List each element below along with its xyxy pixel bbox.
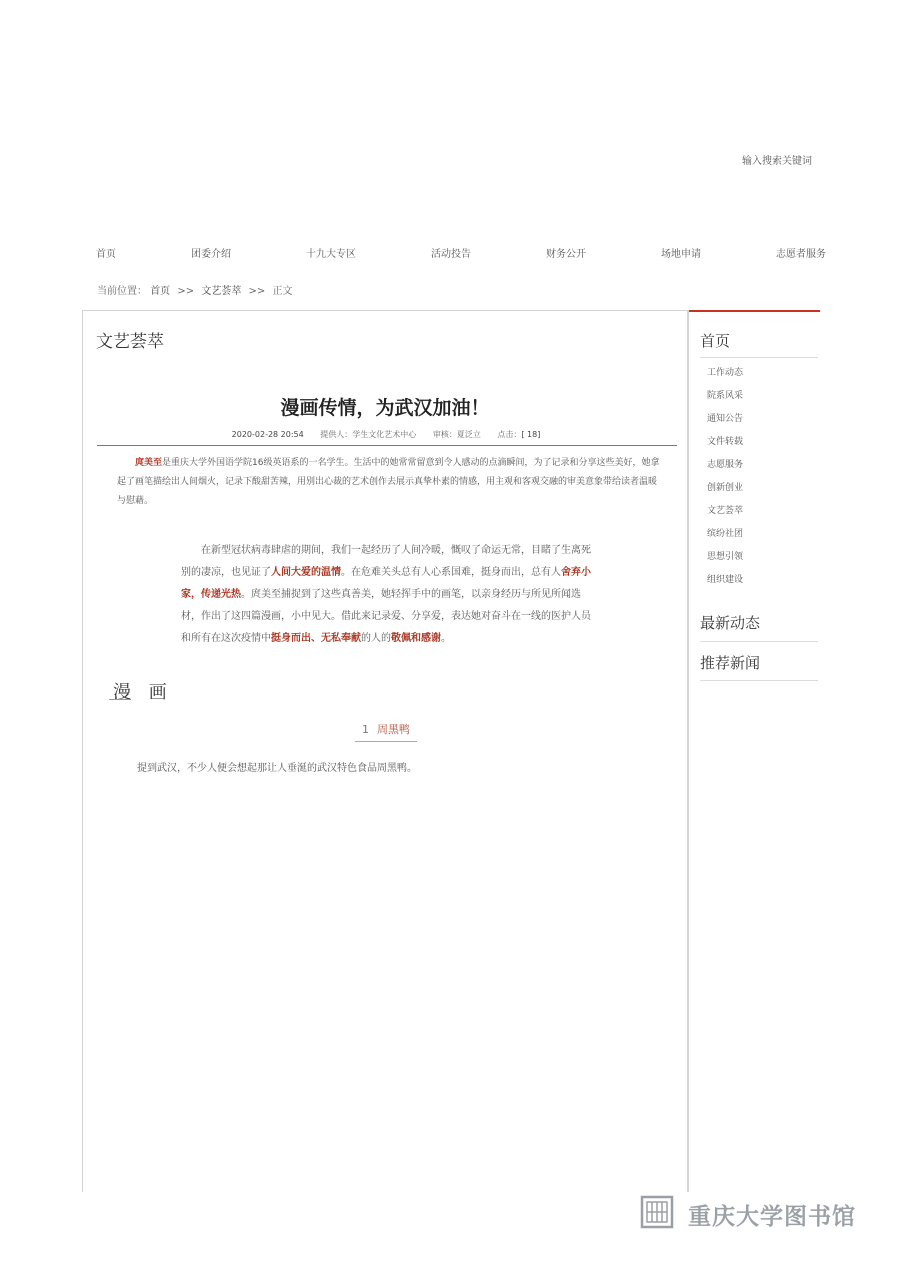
nav-item-home[interactable]: 首页 [96,248,116,260]
article-divider [97,445,677,446]
comic-subheading [355,721,417,742]
sidebar-divider [700,680,818,681]
article-intro [117,454,662,511]
sidebar-item-clubs[interactable]: 缤纷社团 [707,529,744,539]
nav-item-finance[interactable]: 财务公开 [546,248,586,260]
para-text: 。 [441,633,451,644]
para-highlight: 舍弃小家，传递光热 [181,567,591,600]
intro-text: 是重庆大学外国语学院16级英语系的一名学生。生活中的她常常留意到令人感动的点滴瞬间，为了记录和分享这些美好，她拿起了画笔描绘出人间烟火，记录下酸甜苦辣，用别出心裁的艺术创作去展示真挚朴素的情感，用主观和客观交融的审美意象带给读者温暖与慰藉。 [117,458,660,506]
section-title: 文艺荟萃 [96,332,164,352]
comics-heading-underline [109,699,131,700]
author-name: 庹美至 [135,458,163,468]
nav-item-19th-congress[interactable]: 十九大专区 [306,248,356,260]
subheading-number: 1 [362,723,369,736]
para-highlight: 挺身而出、无私奉献 [271,633,361,644]
article-clicks: [ 18] [521,430,541,439]
search-input[interactable] [700,150,814,172]
sidebar-item-work-news[interactable]: 工作动态 [707,368,744,378]
breadcrumb-current: 正文 [272,286,293,297]
breadcrumb-label: 当前位置： [97,286,147,297]
sidebar-accent-line [689,310,820,312]
sidebar-item-departments[interactable]: 院系风采 [707,391,744,401]
breadcrumb-home-link[interactable]: 首页 [150,286,171,297]
sidebar-item-volunteer[interactable]: 志愿服务 [707,460,744,470]
para-highlight: 人间大爱的温情 [271,567,341,578]
nav-item-league-intro[interactable]: 团委介绍 [191,248,231,260]
breadcrumb-separator: >> [177,286,195,297]
clicks-label: 点击： [497,430,522,439]
article-publisher: 学生文化艺术中心 [352,430,417,439]
article-meta [97,429,675,440]
nav-item-activities[interactable]: 活动投告 [431,248,471,260]
subheading-text: 周黑鸭 [377,723,410,736]
sidebar-item-documents[interactable]: 文件转载 [707,437,744,447]
comics-heading: 漫 画 [113,682,173,703]
article-body-text: 提到武汉，不少人便会想起那让人垂涎的武汉特色食品周黑鸭。 [137,763,417,774]
sidebar-latest-heading[interactable]: 最新动态 [700,614,761,632]
main-nav [96,240,826,264]
nav-item-venue[interactable]: 场地申请 [661,248,701,260]
sidebar-divider [700,357,818,358]
article-datetime: 2020-02-28 20:54 [231,430,304,439]
para-text: 的人的 [361,633,391,644]
library-logo-icon [640,1194,674,1230]
article-paragraph [181,540,593,650]
sidebar-home-link[interactable]: 首页 [700,332,731,350]
sidebar-recommended-heading[interactable]: 推荐新闻 [700,654,761,672]
para-text: 。庹美至捕捉到了这些真善美，她轻挥手中的画笔，以亲身经历与所见所闻选材，作出了这四篇漫画，小中见大。借此来记录爱、分享爱，表达她对奋斗在一线的医护人员和所有在这次疫情中 [181,589,591,644]
article-reviewer: 夏泛立 [456,430,481,439]
para-highlight: 敬佩和感谢 [391,633,441,644]
para-text: 在新型冠状病毒肆虐的期间，我们一起经历了人间冷暖，慨叹了命运无常，目睹了生离死别的凄凉，也见证了 [181,545,591,578]
para-text: 。在危难关头总有人心系国难，挺身而出，总有人 [341,567,561,578]
breadcrumb [97,282,292,297]
sidebar-menu [707,362,743,592]
sidebar-item-organization[interactable]: 组织建设 [707,575,744,585]
sidebar-item-notices[interactable]: 通知公告 [707,414,744,424]
breadcrumb-section-link[interactable]: 文艺荟萃 [201,286,242,297]
library-watermark [636,1192,866,1238]
sidebar-item-innovation[interactable]: 创新创业 [707,483,744,493]
sidebar [688,310,819,1192]
nav-item-volunteer[interactable]: 志愿者服务 [776,248,826,260]
content-panel [82,310,688,1192]
reviewer-label: 审核： [432,430,457,439]
breadcrumb-separator: >> [248,286,266,297]
watermark-text: 重庆大学图书馆 [688,1204,856,1230]
sidebar-item-arts[interactable]: 文艺荟萃 [707,506,744,516]
article-title: 漫画传情，为武汉加油！ [280,397,490,419]
sidebar-item-ideology[interactable]: 思想引领 [707,552,744,562]
sidebar-divider [700,641,818,642]
publisher-label: 提供人： [320,430,353,439]
